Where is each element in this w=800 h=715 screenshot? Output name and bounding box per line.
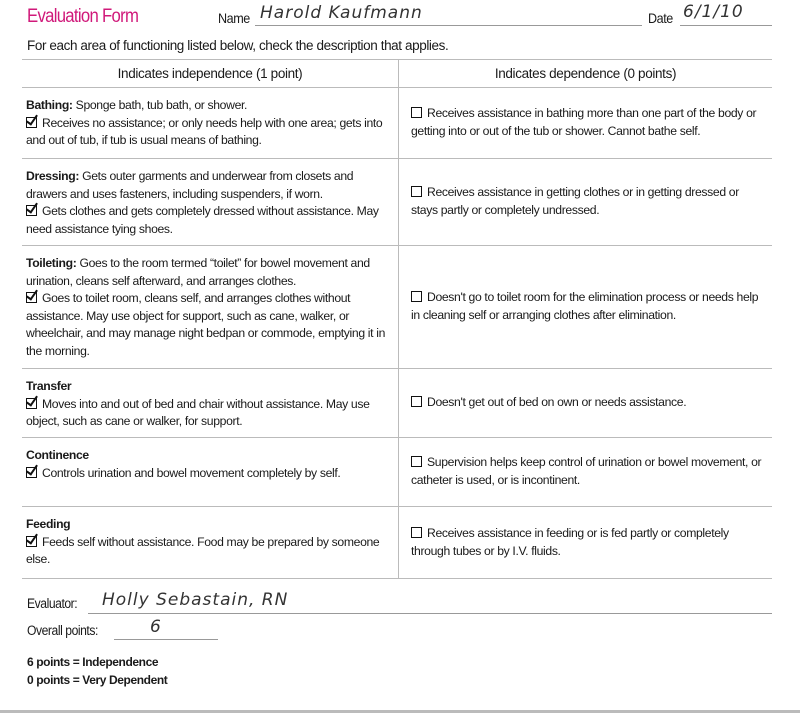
table-row (22, 159, 772, 246)
evaluator-field[interactable]: Holly Sebastain, RN (102, 590, 289, 610)
independent-description: Gets clothes and gets completely dressed without assistance. May need assistance tying shoes. (26, 204, 379, 236)
evaluator-label: Evaluator: (27, 596, 78, 611)
checkbox-independent[interactable] (26, 536, 37, 547)
area-name: Feeding (26, 517, 71, 531)
independent-description: Goes to toilet room, cleans self, and arranges clothes without assistance. May use object for support, such as cane, walker, or wheelchair, and may manage night bedpan or commode, emptying it in the morning. (26, 291, 385, 358)
area-description: Goes to the room termed “toilet” for bowel movement and urination, cleans self afterward, and arranges clothes. (26, 256, 370, 288)
date-underline (680, 25, 772, 26)
independent-description: Feeds self without assistance. Food may be prepared by someone else. (26, 534, 380, 567)
checkbox-independent[interactable] (26, 292, 37, 303)
dependent-description: Receives assistance in getting clothes or in getting dressed or stays partly or completely undressed. (411, 185, 739, 217)
area-name: Transfer (26, 379, 72, 393)
name-field[interactable]: Harold Kaufmann (260, 3, 423, 23)
independence-cell (22, 88, 399, 159)
form-title: Evaluation Form (27, 6, 139, 27)
area-name: Dressing: (26, 169, 80, 183)
independent-description: Controls urination and bowel movement completely by self. (42, 465, 341, 480)
column-header-dependence: Indicates dependence (0 points) (399, 60, 773, 88)
name-underline (255, 25, 642, 26)
checkbox-dependent[interactable] (411, 186, 422, 197)
checkbox-dependent[interactable] (411, 527, 422, 538)
independence-cell (22, 369, 399, 438)
checkbox-independent[interactable] (26, 117, 37, 128)
points-label: Overall points: (27, 623, 98, 638)
table-row (22, 438, 772, 507)
table-row (22, 246, 772, 369)
checkbox-dependent[interactable] (411, 107, 422, 118)
legend-dependent: 0 points = Very Dependent (27, 673, 168, 687)
area-name: Bathing: (26, 98, 73, 112)
dependence-cell (399, 88, 773, 159)
dependence-cell (399, 369, 773, 438)
area-description: Gets outer garments and underwear from closets and drawers and uses fasteners, including suspenders, if worn. (26, 169, 354, 201)
points-underline (114, 639, 218, 640)
dependence-cell (399, 507, 773, 579)
table-row (22, 507, 772, 579)
table-row (22, 88, 772, 159)
dependent-description: Receives assistance in bathing more than one part of the body or getting into or out of the tub or shower. Cannot bathe self. (411, 106, 757, 138)
points-field[interactable]: 6 (150, 617, 162, 637)
checkbox-independent[interactable] (26, 205, 37, 216)
area-name: Toileting: (26, 256, 77, 270)
evaluator-underline (88, 613, 772, 614)
instructions: For each area of functioning listed below, check the description that applies. (27, 38, 449, 53)
name-label: Name (218, 10, 250, 26)
dependence-cell (399, 438, 773, 507)
dependent-description: Doesn't get out of bed on own or needs assistance. (427, 395, 687, 410)
date-label: Date (648, 10, 673, 26)
column-header-independence: Indicates independence (1 point) (22, 60, 399, 88)
checkbox-independent[interactable] (26, 467, 37, 478)
independence-cell (22, 159, 399, 246)
dependent-description: Doesn't go to toilet room for the elimination process or needs help in cleaning self or arranging clothes after elimination. (411, 290, 759, 322)
area-name: Continence (26, 448, 89, 462)
adl-table (22, 59, 772, 579)
legend-independence: 6 points = Independence (27, 655, 159, 669)
independence-cell (22, 246, 399, 369)
checkbox-dependent[interactable] (411, 456, 422, 467)
date-field[interactable]: 6/1/10 (683, 2, 744, 22)
dependence-cell (399, 159, 773, 246)
dependent-description: Receives assistance in feeding or is fed partly or completely through tubes or by I.V. fluids. (411, 525, 729, 558)
dependence-cell (399, 246, 773, 369)
independence-cell (22, 507, 399, 579)
checkbox-dependent[interactable] (411, 291, 422, 302)
area-description: Sponge bath, tub bath, or shower. (75, 98, 248, 112)
independent-description: Moves into and out of bed and chair without assistance. May use object, such as cane or walker, for support. (26, 396, 370, 429)
table-row (22, 369, 772, 438)
independent-description: Receives no assistance; or only needs help with one area; gets into and out of tub, if tub is usual means of bathing. (26, 115, 383, 148)
dependent-description: Supervision helps keep control of urination or bowel movement, or catheter is used, or is incontinent. (411, 455, 762, 487)
checkbox-dependent[interactable] (411, 396, 422, 407)
bottom-divider (0, 710, 800, 713)
checkbox-independent[interactable] (26, 398, 37, 409)
independence-cell (22, 438, 399, 507)
